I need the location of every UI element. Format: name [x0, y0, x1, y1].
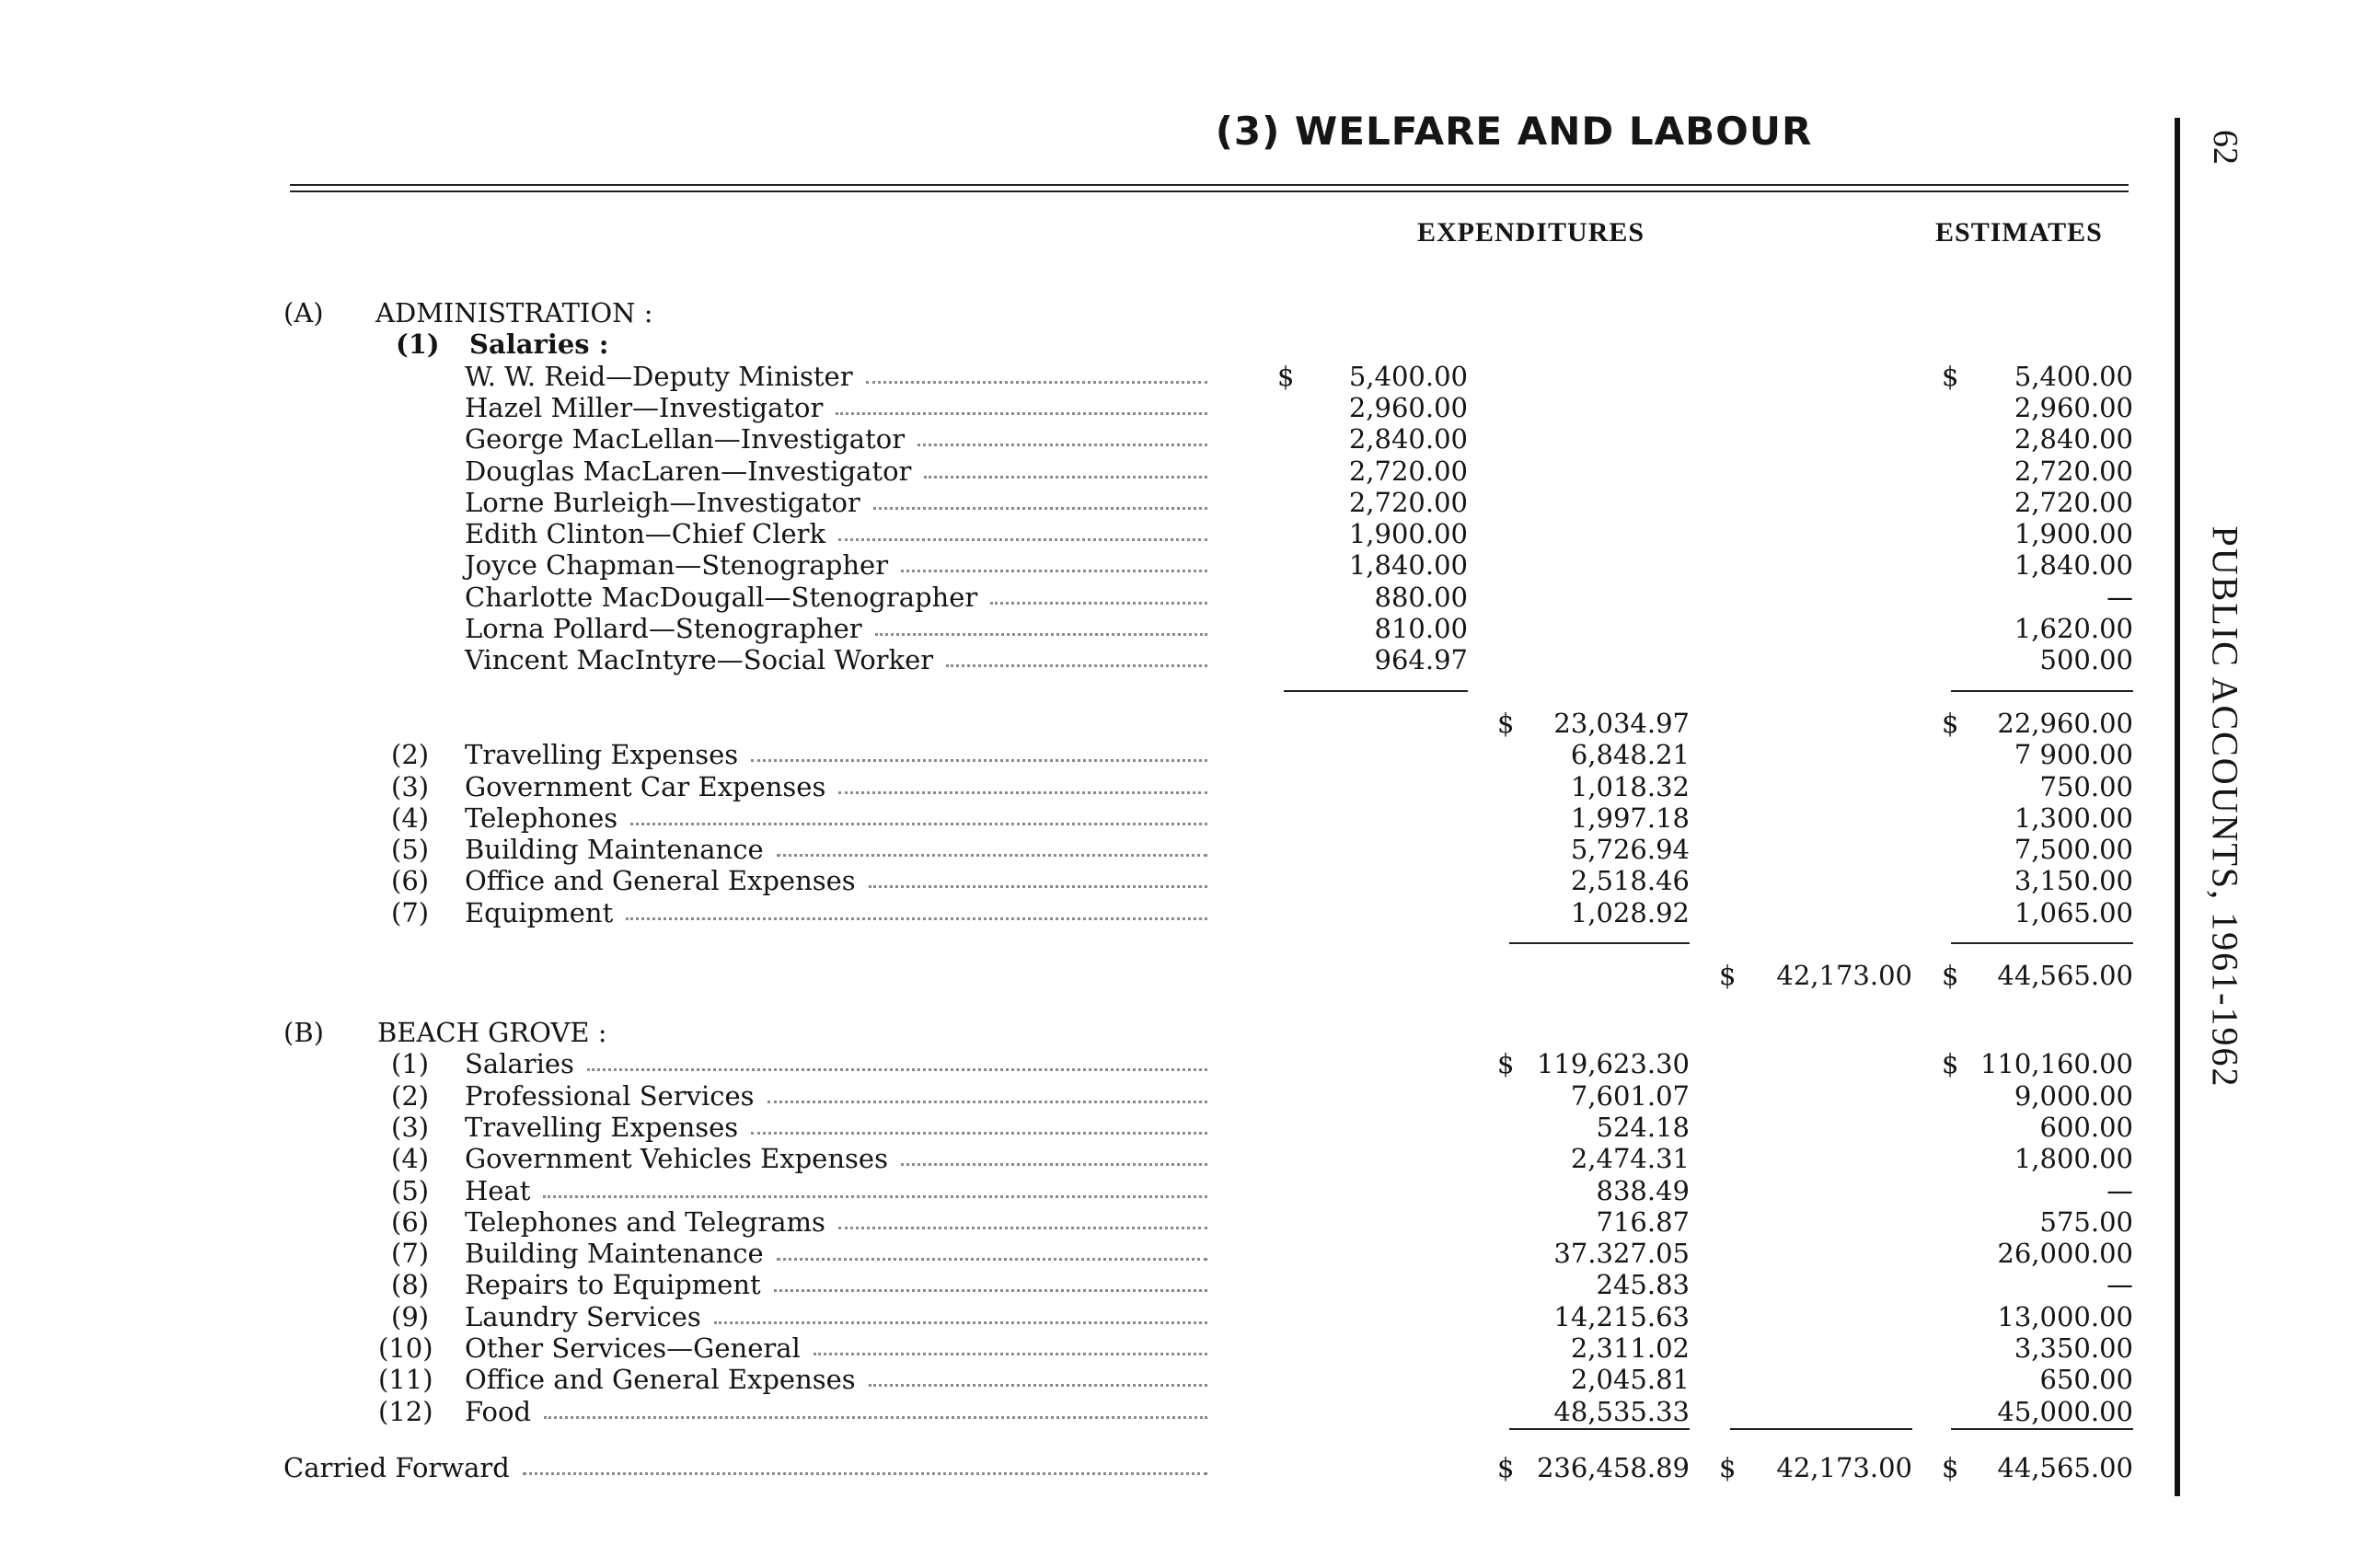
dot-leader: [836, 392, 1207, 415]
item-number: (2): [391, 1080, 430, 1112]
item-name: Repairs to Equipment: [465, 1269, 761, 1300]
salary-row: [0, 423, 2144, 455]
dot-leader: [946, 644, 1207, 667]
expenditure-value: 1,018.32: [1570, 771, 1690, 802]
salary-row: [0, 644, 2144, 675]
estimate-value: —: [2106, 1269, 2133, 1300]
beach-grove-item-row: [0, 1080, 2144, 1112]
dollar-sign: $: [1942, 960, 1959, 991]
salary-row: [0, 392, 2144, 423]
item-name: Travelling Expenses: [465, 1112, 739, 1143]
expenditure-value: 119,623.30: [1536, 1048, 1690, 1079]
margin-rule: [2175, 118, 2180, 1496]
expenditure-value: 1,028.92: [1570, 897, 1690, 928]
total-rule: [1951, 1428, 2133, 1430]
salary-row: [0, 455, 2144, 487]
estimate-value: 750.00: [2039, 771, 2133, 802]
expenditure-value: 810.00: [1374, 613, 1468, 644]
carried-forward-estimate: 44,565.00: [1997, 1452, 2133, 1483]
admin-total-row: [0, 960, 2144, 991]
total-rule: [1509, 1428, 1690, 1430]
salary-row: [0, 582, 2144, 613]
dot-leader: [751, 1112, 1207, 1135]
admin-total-estimate: 44,565.00: [1997, 960, 2133, 991]
item-number: (11): [378, 1364, 433, 1395]
estimate-value: 650.00: [2039, 1364, 2133, 1395]
item-number: (12): [378, 1396, 433, 1427]
beach-grove-item-row: [0, 1175, 2144, 1206]
estimate-value: 3,150.00: [2014, 865, 2133, 896]
item-number: (7): [391, 1238, 430, 1269]
beach-grove-item-row: [0, 1364, 2144, 1395]
estimate-value: 7 900.00: [2014, 739, 2133, 770]
item-number: (5): [391, 834, 430, 865]
dollar-sign: $: [1942, 708, 1959, 739]
dot-leader: [544, 1396, 1207, 1419]
item-name: Other Services—General: [465, 1332, 801, 1364]
item-name: Telephones and Telegrams: [465, 1206, 825, 1238]
dot-leader: [990, 582, 1207, 605]
dot-leader: [626, 897, 1207, 920]
salaries-total-estimate: 22,960.00: [1997, 708, 2133, 739]
expenditure-value: 1,900.00: [1348, 518, 1468, 549]
employee-name: Lorne Burleigh—Investigator: [465, 487, 860, 518]
item-number: (6): [391, 865, 430, 896]
subtotal-rule: [1509, 942, 1690, 944]
item-number: (2): [391, 739, 430, 770]
expenditure-value: 964.97: [1374, 644, 1468, 675]
subtotal-rule: [1951, 942, 2133, 944]
dot-leader: [838, 518, 1207, 541]
header-rule-top: [290, 184, 2129, 186]
subtotal-rule: [1951, 690, 2133, 692]
beach-grove-item-row: [0, 1396, 2144, 1427]
item-name: Salaries: [465, 1048, 574, 1079]
section-heading-beach-grove: [0, 1017, 2144, 1048]
estimate-value: 500.00: [2039, 644, 2133, 675]
expenditure-value: 5,726.94: [1570, 834, 1690, 865]
employee-name: Joyce Chapman—Stenographer: [465, 549, 889, 581]
expenditure-value: 1,997.18: [1570, 802, 1690, 834]
dot-leader: [918, 423, 1207, 446]
side-heading: PUBLIC ACCOUNTS, 1961-1962: [2204, 525, 2246, 1089]
expenditure-value: 5,400.00: [1348, 361, 1468, 392]
estimate-value: 1,900.00: [2014, 518, 2133, 549]
expenditure-value: 2,960.00: [1348, 392, 1468, 423]
estimate-value: 5,400.00: [2014, 361, 2133, 392]
expenditure-value: 2,518.46: [1570, 865, 1690, 896]
expenditure-value: 7,601.07: [1570, 1080, 1690, 1112]
dot-leader: [838, 771, 1207, 794]
section-label: (A): [283, 297, 324, 329]
dot-leader: [901, 1143, 1207, 1166]
total-rule: [1730, 1428, 1912, 1430]
item-number: (1): [391, 1048, 430, 1079]
salaries-title: Salaries :: [469, 329, 609, 360]
item-number: (3): [391, 771, 430, 802]
estimate-value: —: [2106, 582, 2133, 613]
estimates-header: ESTIMATES: [1935, 217, 2103, 248]
admin-item-row: [0, 771, 2144, 802]
dot-leader: [777, 834, 1207, 857]
dot-leader: [714, 1301, 1207, 1324]
item-number: (5): [391, 1175, 430, 1206]
dot-leader: [866, 361, 1207, 384]
estimate-value: 1,300.00: [2014, 802, 2133, 834]
item-name: Telephones: [465, 802, 618, 834]
dollar-sign: $: [1497, 1452, 1515, 1483]
dot-leader: [924, 455, 1207, 478]
expenditure-value: 2,720.00: [1348, 455, 1468, 487]
expenditure-value: 37.327.05: [1553, 1238, 1690, 1269]
beach-grove-item-row: [0, 1206, 2144, 1238]
dot-leader: [869, 865, 1207, 888]
dot-leader: [751, 739, 1207, 762]
carried-forward-expenditure: 236,458.89: [1536, 1452, 1690, 1483]
employee-name: W. W. Reid—Deputy Minister: [465, 361, 853, 392]
item-name: Government Vehicles Expenses: [465, 1143, 888, 1174]
item-name: Office and General Expenses: [465, 1364, 856, 1395]
estimate-value: 2,960.00: [2014, 392, 2133, 423]
dollar-sign: $: [1719, 960, 1737, 991]
expenditures-header: EXPENDITURES: [1417, 217, 1645, 248]
carried-forward-admin-total: 42,173.00: [1776, 1452, 1912, 1483]
item-name: Equipment: [465, 897, 614, 928]
item-name: Office and General Expenses: [465, 865, 856, 896]
carried-forward-row: [0, 1452, 2144, 1483]
estimate-value: 9,000.00: [2014, 1080, 2133, 1112]
expenditure-value: 2,474.31: [1570, 1143, 1690, 1174]
dollar-sign: $: [1277, 361, 1295, 392]
estimate-value: 1,800.00: [2014, 1143, 2133, 1174]
dot-leader: [869, 1364, 1207, 1387]
dollar-sign: $: [1942, 1452, 1959, 1483]
header-rule-bottom: [290, 190, 2129, 192]
expenditure-value: 838.49: [1596, 1175, 1690, 1206]
expenditure-value: 1,840.00: [1348, 549, 1468, 581]
salary-row: [0, 549, 2144, 581]
estimate-value: 45,000.00: [1997, 1396, 2133, 1427]
beach-grove-item-row: [0, 1048, 2144, 1079]
item-number: (8): [391, 1269, 430, 1300]
item-name: Government Car Expenses: [465, 771, 826, 802]
beach-grove-item-row: [0, 1238, 2144, 1269]
expenditure-value: 245.83: [1596, 1269, 1690, 1300]
estimate-value: 1,065.00: [2014, 897, 2133, 928]
estimate-value: 1,840.00: [2014, 549, 2133, 581]
beach-grove-item-row: [0, 1301, 2144, 1332]
item-name: Building Maintenance: [465, 1238, 764, 1269]
item-number: (9): [391, 1301, 430, 1332]
salaries-total-row: [0, 708, 2144, 739]
dot-leader: [630, 802, 1207, 825]
expenditure-value: 2,840.00: [1348, 423, 1468, 455]
estimate-value: —: [2106, 1175, 2133, 1206]
expenditure-value: 48,535.33: [1553, 1396, 1690, 1427]
beach-grove-item-row: [0, 1143, 2144, 1174]
employee-name: Lorna Pollard—Stenographer: [465, 613, 862, 644]
employee-name: Vincent MacIntyre—Social Worker: [465, 644, 934, 675]
employee-name: George MacLellan—Investigator: [465, 423, 906, 455]
expenditure-value: 6,848.21: [1570, 739, 1690, 770]
employee-name: Douglas MacLaren—Investigator: [465, 455, 912, 487]
dollar-sign: $: [1497, 708, 1515, 739]
salary-row: [0, 487, 2144, 518]
section-label: (B): [283, 1017, 324, 1048]
item-name: Heat: [465, 1175, 531, 1206]
dollar-sign: $: [1942, 1048, 1959, 1079]
item-number: (7): [391, 897, 430, 928]
subtotal-rule: [1284, 690, 1468, 692]
dot-leader: [875, 613, 1207, 636]
dot-leader: [873, 487, 1207, 510]
item-number: (10): [378, 1332, 433, 1364]
estimate-value: 26,000.00: [1997, 1238, 2133, 1269]
salaries-heading: [0, 329, 2144, 360]
item-name: Professional Services: [465, 1080, 755, 1112]
estimate-value: 2,840.00: [2014, 423, 2133, 455]
item-name: Travelling Expenses: [465, 739, 739, 770]
page-number: 62: [2206, 130, 2245, 165]
item-number: (4): [391, 1143, 430, 1174]
beach-grove-item-row: [0, 1332, 2144, 1364]
item-name: Laundry Services: [465, 1301, 701, 1332]
estimate-value: 1,620.00: [2014, 613, 2133, 644]
section-title: ADMINISTRATION :: [375, 297, 653, 329]
salary-row: [0, 613, 2144, 644]
beach-grove-item-row: [0, 1112, 2144, 1143]
salary-row: [0, 518, 2144, 549]
dot-leader: [774, 1269, 1207, 1292]
admin-item-row: [0, 802, 2144, 834]
item-number: (1): [396, 329, 440, 360]
item-number: (3): [391, 1112, 430, 1143]
employee-name: Hazel Miller—Investigator: [465, 392, 824, 423]
dot-leader: [838, 1206, 1207, 1229]
dot-leader: [901, 549, 1207, 572]
beach-grove-item-row: [0, 1269, 2144, 1300]
salaries-total-expenditure: 23,034.97: [1553, 708, 1690, 739]
section-heading-administration: [0, 297, 2144, 329]
estimate-value: 2,720.00: [2014, 455, 2133, 487]
dot-leader: [587, 1048, 1207, 1071]
item-name: Food: [465, 1396, 532, 1427]
item-name: Building Maintenance: [465, 834, 764, 865]
estimate-value: 110,160.00: [1979, 1048, 2133, 1079]
salary-row: [0, 361, 2144, 392]
dot-leader: [814, 1332, 1207, 1355]
expenditure-value: 524.18: [1596, 1112, 1690, 1143]
dot-leader: [768, 1080, 1207, 1103]
estimate-value: 3,350.00: [2014, 1332, 2133, 1364]
employee-name: Edith Clinton—Chief Clerk: [465, 518, 826, 549]
dot-leader: [523, 1452, 1207, 1475]
expenditure-value: 2,311.02: [1570, 1332, 1690, 1364]
expenditure-value: 2,045.81: [1570, 1364, 1690, 1395]
admin-item-row: [0, 897, 2144, 928]
dollar-sign: $: [1719, 1452, 1737, 1483]
dollar-sign: $: [1497, 1048, 1515, 1079]
estimate-value: 7,500.00: [2014, 834, 2133, 865]
item-number: (6): [391, 1206, 430, 1238]
carried-forward-label: Carried Forward: [283, 1452, 510, 1483]
expenditure-value: 716.87: [1596, 1206, 1690, 1238]
expenditure-value: 2,720.00: [1348, 487, 1468, 518]
admin-item-row: [0, 834, 2144, 865]
item-number: (4): [391, 802, 430, 834]
section-title: BEACH GROVE :: [377, 1017, 607, 1048]
estimate-value: 2,720.00: [2014, 487, 2133, 518]
estimate-value: 600.00: [2039, 1112, 2133, 1143]
dot-leader: [543, 1175, 1207, 1198]
admin-item-row: [0, 865, 2144, 896]
dollar-sign: $: [1942, 361, 1959, 392]
expenditure-value: 14,215.63: [1553, 1301, 1690, 1332]
estimate-value: 575.00: [2039, 1206, 2133, 1238]
expenditure-value: 880.00: [1374, 582, 1468, 613]
admin-item-row: [0, 739, 2144, 770]
estimate-value: 13,000.00: [1997, 1301, 2133, 1332]
dot-leader: [777, 1238, 1207, 1261]
employee-name: Charlotte MacDougall—Stenographer: [465, 582, 978, 613]
page-title: (3) WELFARE AND LABOUR: [1215, 109, 1813, 154]
admin-total-expenditure: 42,173.00: [1776, 960, 1912, 991]
